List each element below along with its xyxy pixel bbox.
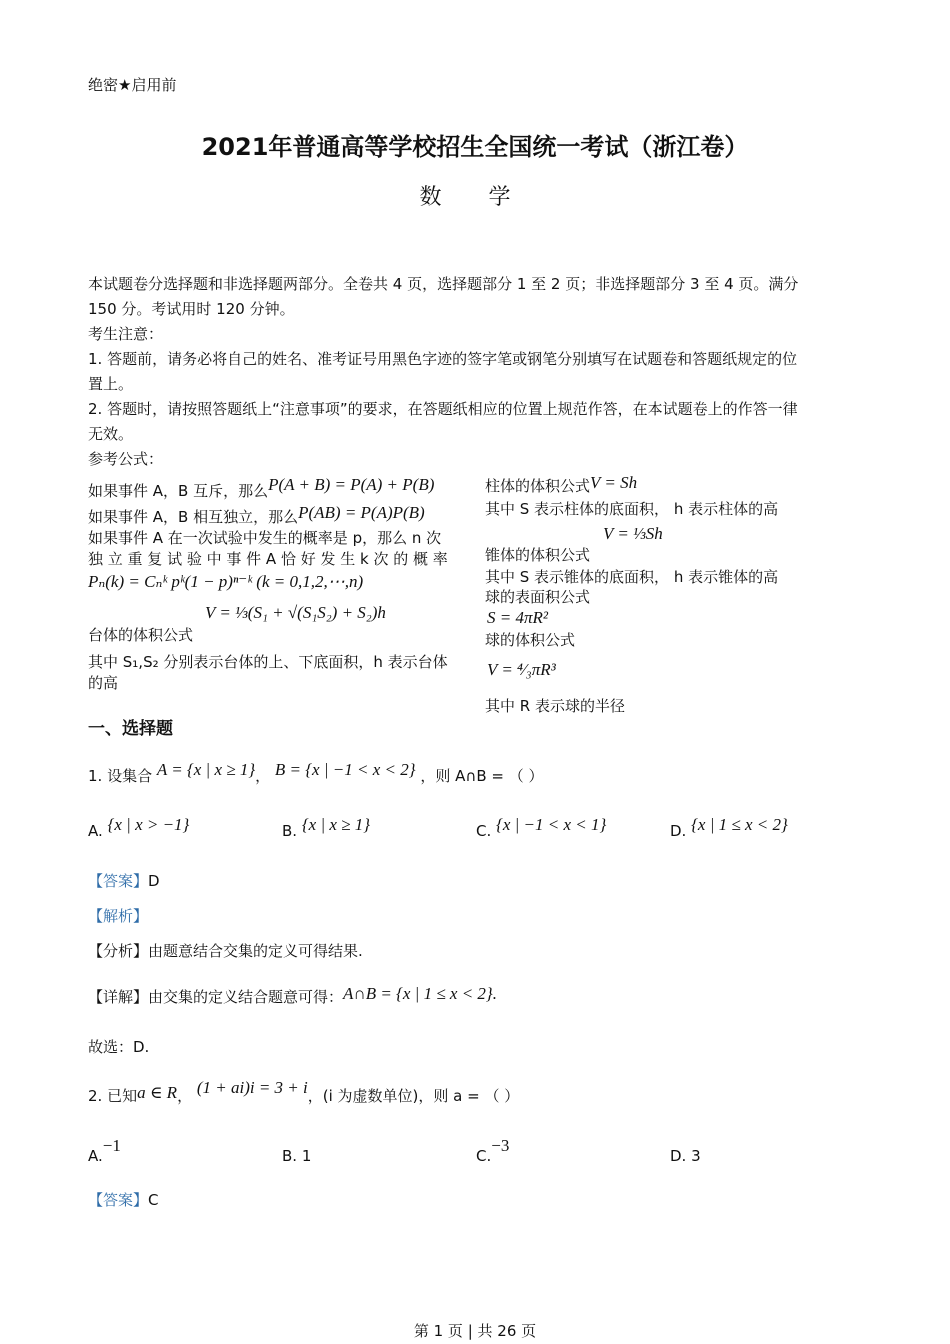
xiangjie-math: A∩B = {x | 1 ≤ x < 2}.	[343, 984, 497, 1003]
page-footer: 第 1 页 | 共 26 页	[413, 1322, 537, 1340]
fenxi-line	[88, 942, 363, 960]
set-b: B = {x | −1 < x < 2}	[274, 760, 416, 779]
fenxi-tag: 【分析】	[88, 942, 149, 960]
option-label: D.	[670, 822, 687, 840]
option-value: 3	[691, 1147, 701, 1165]
math: (1 + ai)i = 3 + i	[196, 1078, 308, 1097]
formula-line: 如果事件 A 在一次试验中发生的概率是 p，那么 n 次	[88, 529, 442, 547]
question-text: 2. 已知	[88, 1087, 138, 1105]
formula-math: V = Sh	[590, 473, 638, 492]
option-value: −1	[102, 1136, 121, 1155]
answer-tag: 【答案】	[88, 872, 149, 890]
formula-math: S = 4πR²	[487, 608, 548, 627]
intro-line: 150 分。考试用时 120 分钟。	[88, 300, 295, 318]
option-math: {x | −1 < x < 1}	[496, 815, 607, 834]
formula-math: V = ⅓Sh	[603, 524, 663, 543]
formula-math: P(A + B) = P(A) + P(B)	[268, 475, 435, 494]
option-c	[476, 1136, 510, 1165]
xiangjie-tag: 【详解】	[88, 988, 149, 1006]
formula-line: 独 立 重 复 试 验 中 事 件 A 恰 好 发 生 k 次 的 概 率	[88, 550, 448, 568]
formula-line	[88, 475, 435, 500]
answer-line	[88, 1191, 159, 1209]
option-math: {x | 1 ≤ x < 2}	[691, 815, 788, 834]
answer-value: C	[148, 1191, 159, 1209]
option-label: A.	[88, 822, 103, 840]
formula-line: 其中 S 表示锥体的底面积， h 表示锥体的高	[485, 568, 779, 586]
xiangjie-line	[88, 984, 497, 1006]
option-d	[670, 1147, 701, 1165]
option-b	[282, 815, 371, 840]
fenxi-text: 由题意结合交集的定义可得结果.	[148, 942, 363, 960]
formula-line	[88, 503, 425, 526]
subject-title: 数 学	[419, 185, 531, 210]
question-1: 1. 设集合 A = {x | x ≥ 1}， B = {x | −1 < x < 2} ，则 A∩B = （ ）	[88, 760, 544, 785]
answer-tag: 【答案】	[88, 1191, 149, 1209]
option-d	[670, 815, 788, 840]
option-label: B.	[282, 1147, 298, 1165]
option-math: {x | x > −1}	[107, 815, 190, 834]
question-ask: ，(i 为虚数单位)，则 a = （ ）	[307, 1087, 520, 1105]
section-heading: 一、选择题	[88, 719, 173, 739]
answer-line	[88, 872, 160, 890]
intro-line: 无效。	[88, 425, 134, 443]
option-label: C.	[476, 822, 492, 840]
formula-line: 的高	[88, 674, 119, 692]
formula-text: 如果事件 A，B 相互独立，那么	[88, 508, 299, 526]
question-2: 2. 已知a ∈ R， (1 + ai)i = 3 + i，(i 为虚数单位)，则 a = （ ）	[88, 1078, 520, 1105]
set-a: A = {x | x ≥ 1}	[156, 760, 256, 779]
formula-line	[485, 473, 638, 495]
option-label: A.	[88, 1147, 103, 1165]
option-math: {x | x ≥ 1}	[301, 815, 371, 834]
option-label: D.	[670, 1147, 687, 1165]
formula-line: 球的表面积公式	[485, 588, 591, 606]
exam-title: 2021年普通高等学校招生全国统一考试（浙江卷）	[201, 133, 749, 161]
option-value: −3	[491, 1136, 510, 1155]
formula-line: 锥体的体积公式	[485, 546, 591, 564]
intro-line: 置上。	[88, 375, 134, 393]
question-text: 1. 设集合	[88, 767, 153, 785]
formula-line: 球的体积公式	[485, 631, 576, 649]
option-value: 1	[301, 1147, 312, 1165]
option-label: C.	[476, 1147, 492, 1165]
option-b	[282, 1147, 311, 1165]
secret-label: 绝密★启用前	[88, 76, 177, 94]
intro-line: 考生注意：	[88, 325, 164, 343]
formula-line: 其中 S 表示柱体的底面积， h 表示柱体的高	[485, 500, 779, 518]
formula-line: 台体的体积公式	[88, 626, 194, 644]
analysis-tag: 【解析】	[88, 907, 149, 925]
formula-line: 其中 R 表示球的半径	[485, 697, 625, 715]
math: a ∈ R	[137, 1083, 178, 1102]
option-a	[88, 1136, 121, 1165]
formula-line: 其中 S₁,S₂ 分别表示台体的上、下底面积，h 表示台体	[88, 653, 448, 671]
intro-line: 本试题卷分选择题和非选择题两部分。全卷共 4 页，选择题部分 1 至 2 页；非选择题部分 3 至 4 页。满分	[88, 275, 799, 293]
intro-line: 2. 答题时，请按照答题纸上“注意事项”的要求，在答题纸相应的位置上规范作答，在本试题卷上的作答一律	[88, 400, 798, 418]
formula-math: P(AB) = P(A)P(B)	[298, 503, 425, 522]
formula-math: V = ⅓(S₁ + √(S₁S₂) + S₂)h	[205, 603, 386, 622]
formula-math: Pₙ(k) = Cₙᵏ pᵏ(1 − p)ⁿ⁻ᵏ (k = 0,1,2,⋯,n)	[88, 572, 364, 591]
question-ask: ，则 A∩B = （ ）	[420, 767, 544, 785]
formula-text: 如果事件 A，B 互斥，那么	[88, 482, 269, 500]
intro-line: 1. 答题前，请务必将自己的姓名、准考证号用黑色字迹的签字笔或钢笔分别填写在试题卷和答题纸规定的位	[88, 350, 798, 368]
xiangjie-text: 由交集的定义结合题意可得：	[148, 988, 344, 1006]
answer-value: D	[148, 872, 160, 890]
option-a	[88, 815, 190, 840]
formula-math: V = ⁴⁄₃πR³	[487, 660, 556, 679]
intro-line: 参考公式：	[88, 450, 164, 468]
option-c	[476, 815, 607, 840]
formula-text: 柱体的体积公式	[485, 477, 591, 495]
conclusion: 故选：D.	[88, 1038, 150, 1056]
option-label: B.	[282, 822, 298, 840]
